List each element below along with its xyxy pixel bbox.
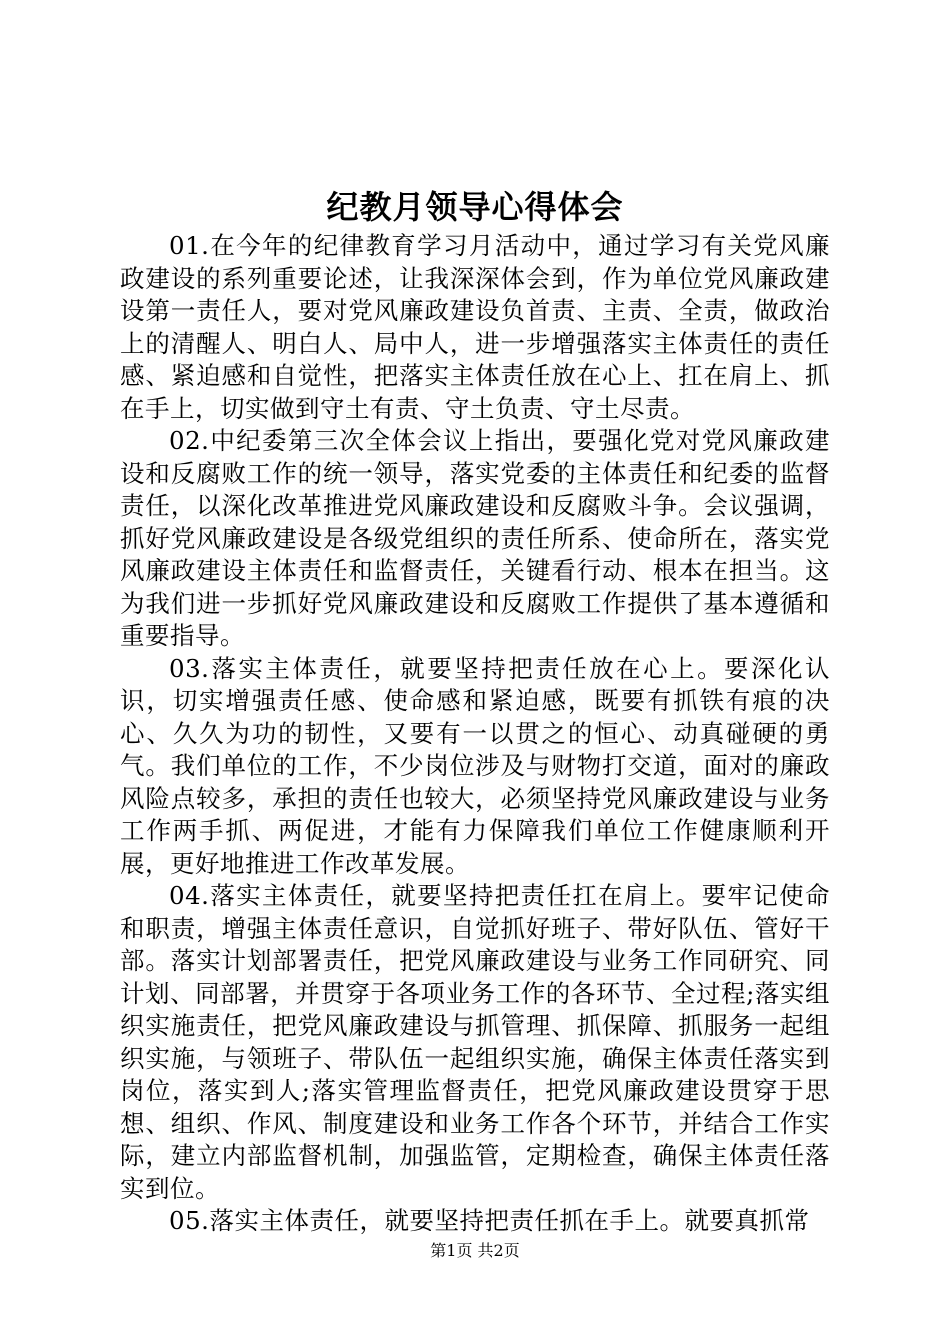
paragraph-02: 02.中纪委第三次全体会议上指出，要强化党对党风廉政建设和反腐败工作的统一领导，落实党委的主体责任和纪委的监督责任，以深化改革推进党风廉政建设和反腐败斗争。会议强调，抓好党风廉政建设是各级党组织的责任所系、使命所在，落实党风廉政建设主体责任和监督责任，关键看行动、根本在担当。这为我们进一步抓好党风廉政建设和反腐败工作提供了基本遵循和重要指导。 xyxy=(120,426,830,650)
paragraph-01: 01.在今年的纪律教育学习月活动中，通过学习有关党风廉政建设的系列重要论述，让我深深体会到，作为单位党风廉政建设第一责任人，要对党风廉政建设负首责、主责、全责，做政治上的清醒人、明白人、局中人，进一步增强落实主体责任的责任感、紧迫感和自觉性，把落实主体责任放在心上、扛在肩上、抓在手上，切实做到守土有责、守土负责、守土尽责。 xyxy=(120,231,830,423)
paragraph-03: 03.落实主体责任，就要坚持把责任放在心上。要深化认识，切实增强责任感、使命感和紧迫感，既要有抓铁有痕的决心、久久为功的韧性，又要有一以贯之的恒心、动真碰硬的勇气。我们单位的工作，不少岗位涉及与财物打交道，面对的廉政风险点较多，承担的责任也较大，必须坚持党风廉政建设与业务工作两手抓、两促进，才能有力保障我们单位工作健康顺利开展，更好地推进工作改革发展。 xyxy=(120,653,830,878)
paragraph-05: 05.落实主体责任，就要坚持把责任抓在手上。就要真抓常 xyxy=(169,1206,810,1235)
document-body xyxy=(120,230,830,1238)
page-number-footer: 第1页 共2页 xyxy=(430,1241,520,1260)
paragraph-04: 04.落实主体责任，就要坚持把责任扛在肩上。要牢记使命和职责，增强主体责任意识，自觉抓好班子、带好队伍、管好干部。落实计划部署责任，把党风廉政建设与业务工作同研究、同计划、同部署，并贯穿于各项业务工作的各环节、全过程;落实组织实施责任，把党风廉政建设与抓管理、抓保障、抓服务一起组织实施，与领班子、带队伍一起组织实施，确保主体责任落实到岗位，落实到人;落实管理监督责任，把党风廉政建设贯穿于思想、组织、作风、制度建设和业务工作各个环节，并结合工作实际，建立内部监督机制，加强监管，定期检查，确保主体责任落实到位。 xyxy=(120,881,830,1203)
document-title: 纪教月领导心得体会 xyxy=(326,188,624,226)
